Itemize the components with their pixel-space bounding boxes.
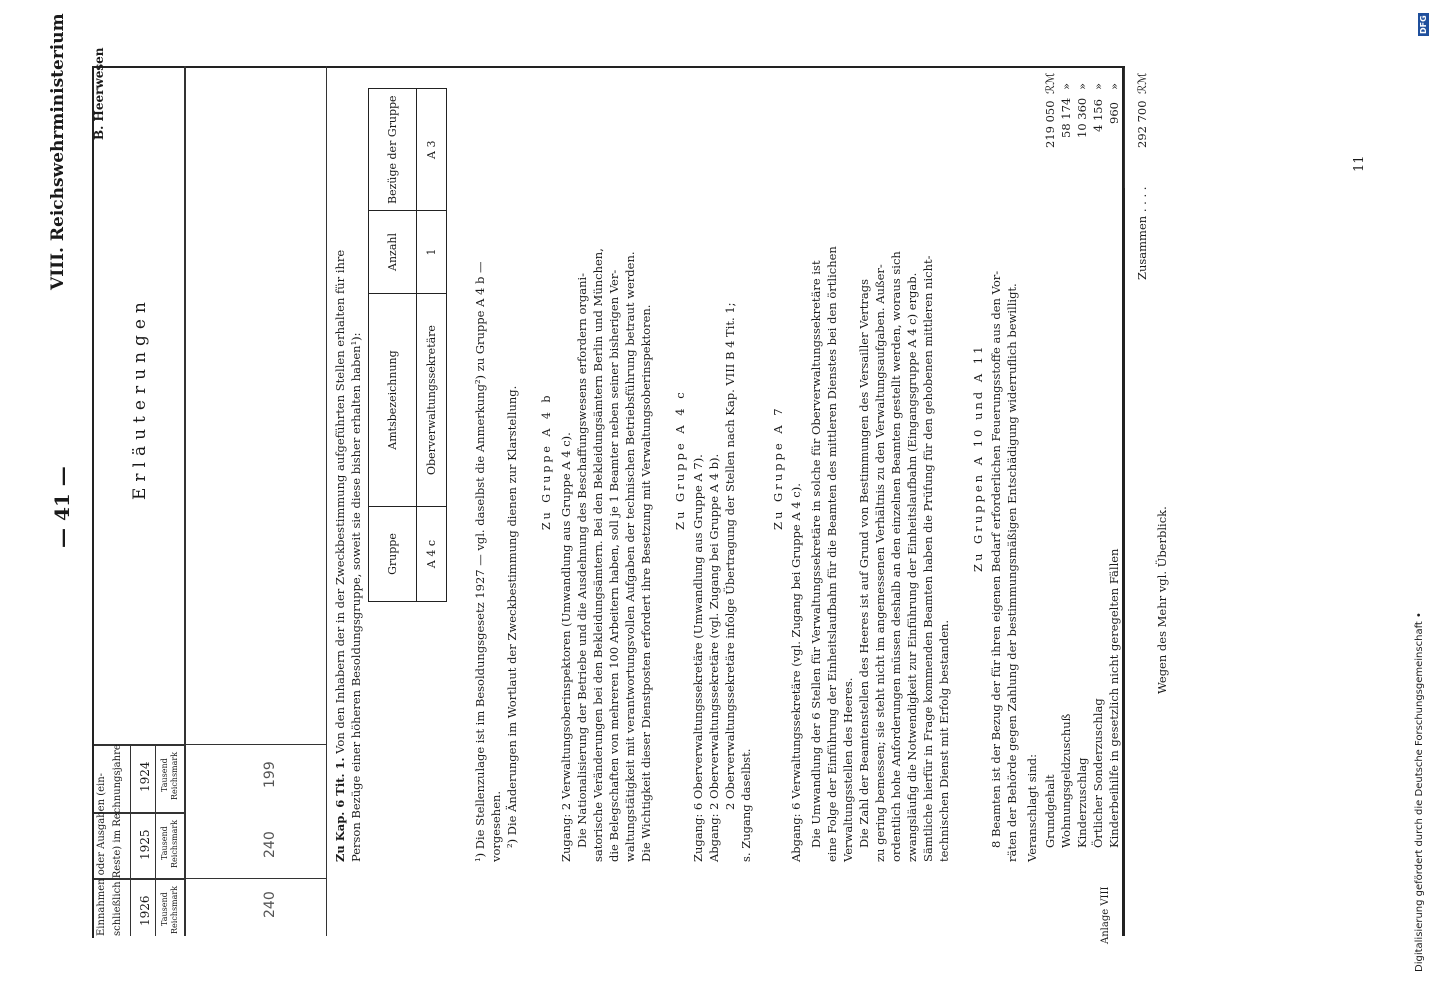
heading-a7: Zu Gruppe A 7 <box>771 405 785 530</box>
note-1-line-2: vorgesehen. <box>489 790 503 862</box>
a7-line-8: zwangsläufig die Notwendigkeit zur Einführung der Einheitslaufbahn (Eingangsgruppe A 4 c) ergab. <box>905 272 919 862</box>
a4c-line-3: 2 Oberverwaltungssekretäre infolge Übertragung der Stellen nach Kap. VIII B 4 Tit. 1; <box>723 302 737 810</box>
cost-unit-wohnungsgeld: » <box>1059 82 1073 90</box>
value-1924: 199 <box>262 761 278 788</box>
total-value: 292 700 <box>1135 100 1149 148</box>
value-1926: 240 <box>262 891 278 918</box>
frame-left-rule <box>92 66 94 938</box>
unit-1924-a: Tausend <box>160 758 169 792</box>
cost-value-kinderbeihilfe: 960 <box>1107 102 1121 124</box>
frame-right-rule <box>1122 66 1125 936</box>
a7-line-3: eine Folge der Einführung der Einheitslaufbahn für die Beamten des mittleren Dienstes bei den örtlichen <box>825 246 839 862</box>
cost-label-sonderzuschlag: Örtlicher Sonderzuschlag <box>1091 698 1105 848</box>
note-2: ²) Die Änderungen im Wortlaut der Zweckbestimmung dienen zur Klarstellung. <box>505 385 519 848</box>
heading-a4b: Zu Gruppe A 4 b <box>540 392 553 530</box>
group-table <box>368 88 447 602</box>
a7-line-4: Verwaltungsstellen des Heeres. <box>841 677 855 862</box>
td-anzahl: 1 <box>417 211 447 294</box>
a7-line-7: ordentlich hohe Anforderungen müssen deshalb an den einzelnen Beamten gestellt werden, woraus sich <box>889 251 903 862</box>
a7-line-9: Sämtliche hierfür in Frage kommenden Beamten haben die Prüfung für den gehobenen mittleren nicht- <box>921 255 935 862</box>
footer-note: Wegen des Mehr vgl. Überblick. <box>1155 506 1169 694</box>
values-column-rule-2 <box>186 878 326 879</box>
th-bezuege: Bezüge der Gruppe <box>369 89 417 211</box>
subsection-title: B. Heerwesen <box>92 47 106 140</box>
corner-page-number: 11 <box>1352 155 1367 172</box>
value-1925: 240 <box>262 831 278 858</box>
page-number: — 41 — <box>50 466 74 548</box>
a4b-line-3: satorische Veränderungen bei den Bekleidungsämtern. Bei den Bekleidungsämtern Berlin und München, <box>591 248 605 862</box>
cost-label-kinderzuschlag: Kinderzuschlag <box>1075 757 1089 848</box>
a4b-line-1: Zugang: 2 Verwaltungsoberinspektoren (Umwandlung aus Gruppe A 4 c). <box>559 432 573 862</box>
sum-rule <box>1124 68 1125 188</box>
total-unit: ℛℳ <box>1135 72 1149 94</box>
table-divider-1926 <box>94 878 184 880</box>
cost-label-kinderbeihilfe: Kinderbeihilfe in gesetzlich nicht geregelten Fällen <box>1107 548 1121 848</box>
a4b-line-6: Die Wichtigkeit dieser Dienstposten erfordert ihre Besetzung mit Verwaltungsoberinspektoren. <box>639 304 653 862</box>
left-table-title-1: Einnahmen oder Ausgaben (ein- <box>96 772 107 936</box>
cost-unit-grundgehalt: ℛℳ <box>1043 72 1057 94</box>
a7-line-6: zu gering bemessen; sie steht nicht im angemessenen Verhältnis zu den Verwaltungsaufgaben. Außer- <box>873 264 887 862</box>
cost-value-grundgehalt: 219 050 <box>1043 100 1057 148</box>
a10-line-1: 8 Beamten ist der Bezug der für ihren eigenen Bedarf erforderlichen Feuerungsstoffe aus den Vor- <box>989 270 1003 848</box>
cost-unit-kinderzuschlag: » <box>1075 82 1089 90</box>
unit-1926-b: Reichsmark <box>170 885 179 934</box>
values-column-rule <box>186 744 326 745</box>
table-divider-1925 <box>94 812 184 814</box>
cost-value-wohnungsgeld: 58 174 <box>1059 97 1073 138</box>
a7-line-10: technischen Dienst mit Erfolg bestanden. <box>937 619 951 862</box>
section-title: VIII. Reichswehrministerium <box>48 13 68 290</box>
a4b-line-4: die Belegschaften von mehreren 100 Arbeitern haben, soll je 1 Beamter neben seiner bisherigen Ver- <box>607 269 621 862</box>
td-bezuege: A 3 <box>417 89 447 211</box>
heading-erlaeuterungen: Erläuterungen <box>130 296 150 500</box>
table-divider-1924 <box>94 744 184 746</box>
a7-line-5: Die Zahl der Beamtenstellen des Heeres ist auf Grund von Bestimmungen des Versailler Vertrags <box>857 278 871 848</box>
year-1924: 1924 <box>138 761 152 792</box>
th-anzahl: Anzahl <box>369 211 417 294</box>
year-1925: 1925 <box>138 829 152 860</box>
a10-line-3: Veranschlagt sind: <box>1025 754 1039 862</box>
heading-a4c: Zu Gruppe A 4 c <box>673 389 687 530</box>
year-1926: 1926 <box>138 895 152 926</box>
th-gruppe: Gruppe <box>369 507 417 602</box>
digitization-credit: Digitalisierung gefördert durch die Deutsche Forschungsgemeinschaft • <box>1414 612 1425 972</box>
td-gruppe: A 4 c <box>417 507 447 602</box>
heading-a10-a11: Zu Gruppen A 10 und A 11 <box>971 343 985 572</box>
dfg-logo: DFG <box>1419 15 1428 34</box>
cost-label-grundgehalt: Grundgehalt <box>1043 774 1057 848</box>
a7-line-2: Die Umwandlung der 6 Stellen für Verwaltungssekretäre in solche für Oberverwaltungssekretäre ist <box>809 260 823 848</box>
a7-line-1: Abgang: 6 Verwaltungssekretäre (vgl. Zugang bei Gruppe A 4 c). <box>789 483 803 862</box>
total-label: Zusammen . . . . <box>1135 186 1149 280</box>
table-unit-rule <box>155 744 156 936</box>
frame-top-rule <box>92 66 1124 68</box>
cost-label-wohnungsgeld: Wohnungsgeldzuschuß <box>1059 713 1073 848</box>
intro-line-2: Person Bezüge einer höheren Besoldungsgruppe, soweit sie diese bisher erhalten haben¹): <box>349 332 363 862</box>
a4b-line-5: waltungstätigkeit mit verantwortungsvollen Aufgaben der technischen Betriebsführung betraut werden. <box>623 251 637 862</box>
td-amtsbezeichnung: Oberverwaltungssekretäre <box>417 294 447 507</box>
unit-1926-a: Tausend <box>160 892 169 926</box>
a4c-line-4: s. Zugang daselbst. <box>739 748 753 862</box>
left-table-title-2: schließlich Reste) im Rechnungsjahre <box>112 744 123 936</box>
intro-line-1-body: Von den Inhabern der in der Zweckbestimmung aufgeführten Stellen erhalten für ihre <box>333 249 347 754</box>
unit-1925-a: Tausend <box>160 826 169 860</box>
a4c-line-2: Abgang: 2 Oberverwaltungssekretäre (vgl. Zugang bei Gruppe A 4 b). <box>707 453 721 862</box>
unit-1925-b: Reichsmark <box>170 819 179 868</box>
text-column-rule <box>326 66 327 936</box>
cost-unit-kinderbeihilfe: » <box>1107 82 1121 90</box>
cost-value-kinderzuschlag: 10 360 <box>1075 97 1089 138</box>
cost-value-sonderzuschlag: 4 156 <box>1091 99 1105 132</box>
table-header-rule <box>130 744 131 936</box>
cost-unit-sonderzuschlag: » <box>1091 82 1105 90</box>
intro-line-1: Zu Kap. 6 Tit. 1. Von den Inhabern der in der Zweckbestimmung aufgeführten Stellen erhalten für ihre <box>333 249 347 862</box>
a10-line-2: räten der Behörde gegen Zahlung der bestimmungsmäßigen Entschädigung widerruflich bewilligt. <box>1005 283 1019 862</box>
a4c-line-1: Zugang: 6 Oberverwaltungssekretäre (Umwandlung aus Gruppe A 7). <box>691 454 705 862</box>
unit-1924-b: Reichsmark <box>170 751 179 800</box>
annex-label: Anlage VIII <box>1100 886 1111 944</box>
a4b-line-2: Die Nationalisierung der Betriebe und die Ausdehnung des Beschaffungswesens erfordern organi- <box>575 272 589 848</box>
column-rule-1 <box>184 66 186 936</box>
th-amtsbezeichnung: Amtsbezeichnung <box>369 294 417 507</box>
note-1-line-1: ¹) Die Stellenzulage ist im Besoldungsgesetz 1927 — vgl. daselbst die Anmerkung²) zu Gruppe A 4 b — <box>473 261 487 862</box>
